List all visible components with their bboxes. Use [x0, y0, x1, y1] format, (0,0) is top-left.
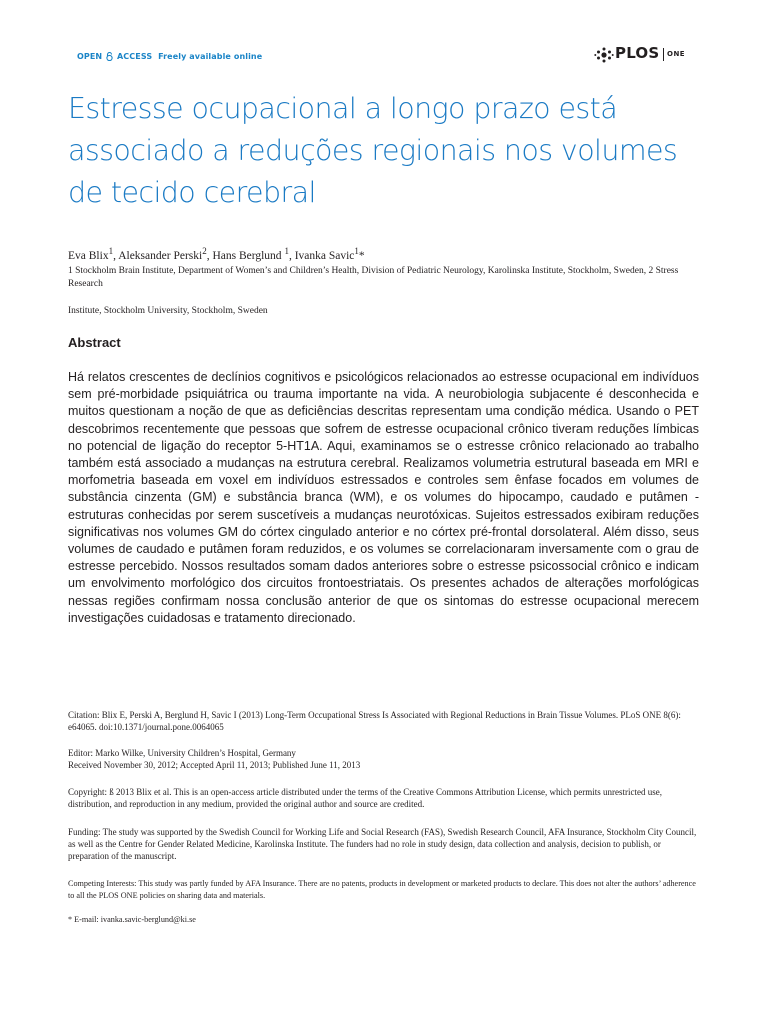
- open-label: OPEN: [77, 52, 103, 61]
- competing-interests: Competing Interests: This study was partly funded by AFA Insurance. There are no patents, products in development or marketed products to declare. This does not alter the authors’ adherence to all the PLOS ONE policies on sharing data and materials.: [68, 879, 696, 900]
- freely-available-label: Freely available online: [158, 52, 263, 61]
- editorial-info: [68, 747, 700, 771]
- citation: Citation: Blix E, Perski A, Berglund H, Savic I (2013) Long-Term Occupational Stress Is Associated with Regional Reductions in Brain Tissue Volumes. PLoS ONE 8(6): e64065. doi:10.1371/journal.pone.0064065: [68, 710, 681, 732]
- author-affiliation-marker: 1: [354, 246, 359, 256]
- abstract-body: Há relatos crescentes de declínios cognitivos e psicológicos relacionados ao estresse ocupacional em indivíduos sem pré-morbidade psiquiátrica ou trauma importante na vida. A neurobiologia subjacente é desconhecida e muitos questionam a noção de que as deficiências descritas representam uma condição médica. Usando o PET descobrimos recentemente que pessoas que sofrem de estresse ocupacional crônico tiveram reduções límbicas no potencial de ligação do receptor 5-HT1A. Aqui, examinamos se o estresse crônico relacionado ao trabalho também está associado a mudanças na estrutura cerebral. Realizamos volumetria estrutural baseada em MRI e morfometria baseada em voxel em indivíduos estressados e controles sem ênfase focados em volumes de substância cinzenta (GM) e substância branca (WM), e os volumes do hipocampo, caudado e putâmen - estruturas conhecidas por serem suscetíveis a mudanças neurotóxicas. Sujeitos estressados exibiram reduções significativas nos volumes GM do córtex cingulado anterior e no córtex pré-frontal dorsolateral. Além disso, seus volumes de caudado e putâmen foram reduzidos, e os volumes se correlacionaram inversamente com o grau de estresse percebido. Nossos resultados somam dados anteriores sobre o estresse psicossocial crônico e indicam um envolvimento morfológico dos circuitos frontoestriatais. Os presentes achados de alterações morfológicas nessas regiões confirmam nossa conclusão anterior de que os sintomas do estresse ocupacional merecem investigações cuidadosas e tratamento direcionado.: [68, 370, 699, 625]
- author-list: [68, 246, 365, 262]
- open-access-badge[interactable]: [77, 52, 262, 61]
- author-name[interactable]: Aleksander Perski: [118, 249, 203, 262]
- author-name[interactable]: Ivanka Savic: [294, 249, 355, 262]
- funding-statement: Funding: The study was supported by the Swedish Council for Working Life and Social Research (FAS), Swedish Research Council, AFA Insurance, Stockholm City Council, as well as the Centre for Gender Related Medicine, Karolinska Institute. The funders had no role in study design, data collection and analysis, decision to publish, or preparation of the manuscript.: [68, 827, 697, 861]
- editor: Editor: Marko Wilke, University Children’s Hospital, Germany: [68, 748, 296, 758]
- journal-header: [0, 0, 768, 80]
- open-access-lock-icon: [106, 52, 113, 61]
- journal-one-label: ONE: [667, 50, 686, 58]
- access-label: ACCESS: [117, 52, 153, 61]
- plos-dots-icon: [594, 46, 614, 64]
- affiliations-continued: Institute, Stockholm University, Stockholm, Sweden: [68, 306, 268, 316]
- author-separator: ,: [113, 249, 119, 262]
- plos-wordmark: PLOS: [615, 44, 660, 62]
- corresponding-author-marker: *: [358, 249, 365, 262]
- copyright-notice: Copyright: ß 2013 Blix et al. This is an open-access article distributed under the terms of the Creative Commons Attribution License, which permits unrestricted use, distribution, and reproduction in any medium, provided the original author and source are credited.: [68, 787, 662, 809]
- author-name[interactable]: Eva Blix: [68, 249, 109, 262]
- logo-divider: [663, 48, 664, 61]
- author-affiliation-marker: 2: [202, 246, 207, 256]
- affiliations: 1 Stockholm Brain Institute, Department of Women’s and Children’s Health, Division of Pediatric Neurology, Karolinska Institute, Stockholm, Sweden, 2 Stress Research: [68, 266, 679, 289]
- corresponding-email[interactable]: * E-mail: ivanka.savic-berglund@ki.se: [68, 915, 196, 924]
- author-separator: ,: [288, 249, 295, 262]
- article-title: Estresse ocupacional a longo prazo está associado a reduções regionais nos volumes de tecido cerebral: [68, 92, 678, 209]
- author-affiliation-marker: 1: [108, 246, 114, 256]
- publication-dates: Received November 30, 2012; Accepted April 11, 2013; Published June 11, 2013: [68, 760, 361, 770]
- abstract-heading: Abstract: [68, 335, 121, 350]
- author-name[interactable]: Hans Berglund: [212, 249, 285, 262]
- author-separator: ,: [206, 249, 213, 262]
- author-affiliation-marker: 1: [284, 246, 289, 256]
